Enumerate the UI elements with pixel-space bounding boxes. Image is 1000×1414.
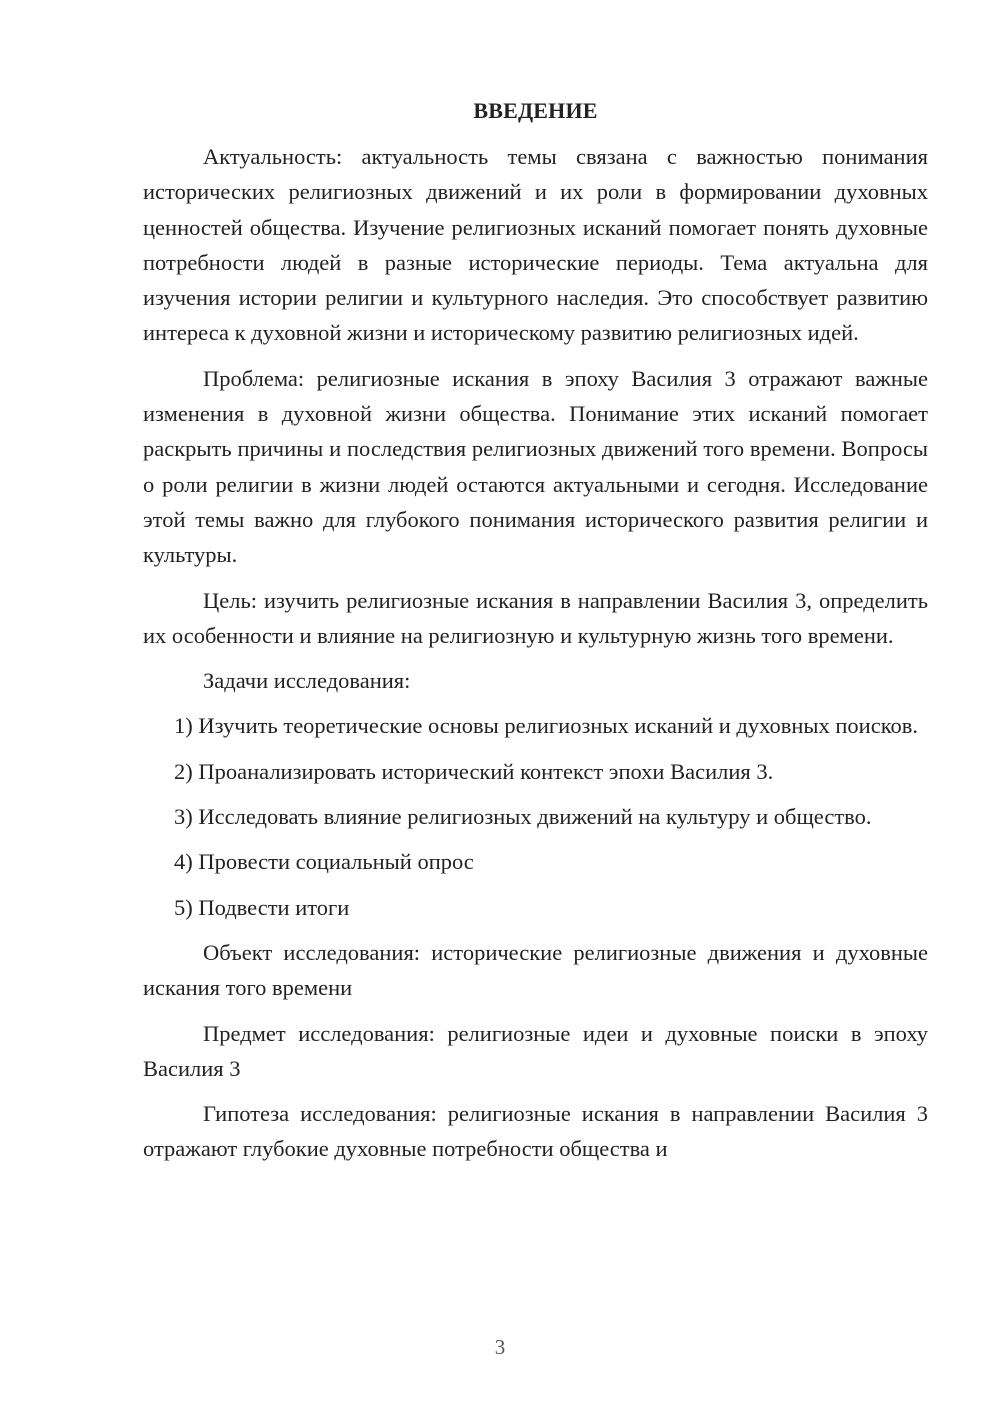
task-item: 4) Провести социальный опрос xyxy=(174,849,474,875)
hypothesis-paragraph: Гипотеза исследования: религиозные искания в направлении Василия 3 отражают глубокие духовные потребности общества и xyxy=(143,1101,928,1162)
page-number: 3 xyxy=(494,1335,506,1359)
task-item: 5) Подвести итоги xyxy=(174,894,350,920)
task-item: 2) Проанализировать исторический контекст эпохи Василия 3. xyxy=(174,758,774,784)
page-title: ВВЕДЕНИЕ xyxy=(473,98,598,123)
document-page xyxy=(143,96,928,1167)
goal-paragraph: Цель: изучить религиозные искания в направлении Василия 3, определить их особенности и влияние на религиозную и культурную жизнь того времени. xyxy=(143,587,928,648)
tasks-heading: Задачи исследования: xyxy=(203,668,411,694)
object-paragraph: Объект исследования: исторические религиозные движения и духовные искания того времени xyxy=(143,939,928,1001)
relevance-paragraph: Актуальность: актуальность темы связана с важностью понимания исторических религиозных движений и их роли в формировании духовных ценностей общества. Изучение религиозных исканий помогает понять духовные потребности людей в разные исторические периоды. Тема актуальна для изучения истории религии и культурного наследия. Это способствует развитию интереса к духовной жизни и историческому развитию религиозных идей. xyxy=(143,144,928,346)
task-item: 3) Исследовать влияние религиозных движений на культуру и общество. xyxy=(174,804,872,830)
problem-paragraph: Проблема: религиозные искания в эпоху Василия 3 отражают важные изменения в духовной жизни общества. Понимание этих исканий помогает раскрыть причины и последствия религиозных движений того времени. Вопросы о роли религии в жизни людей остаются актуальными и сегодня. Исследование этой темы важно для глубокого понимания исторического развития религии и культуры. xyxy=(143,365,928,568)
subject-paragraph: Предмет исследования: религиозные идеи и духовные поиски в эпоху Василия 3 xyxy=(143,1020,928,1081)
task-item: 1) Изучить теоретические основы религиозных исканий и духовных поисков. xyxy=(174,713,918,739)
